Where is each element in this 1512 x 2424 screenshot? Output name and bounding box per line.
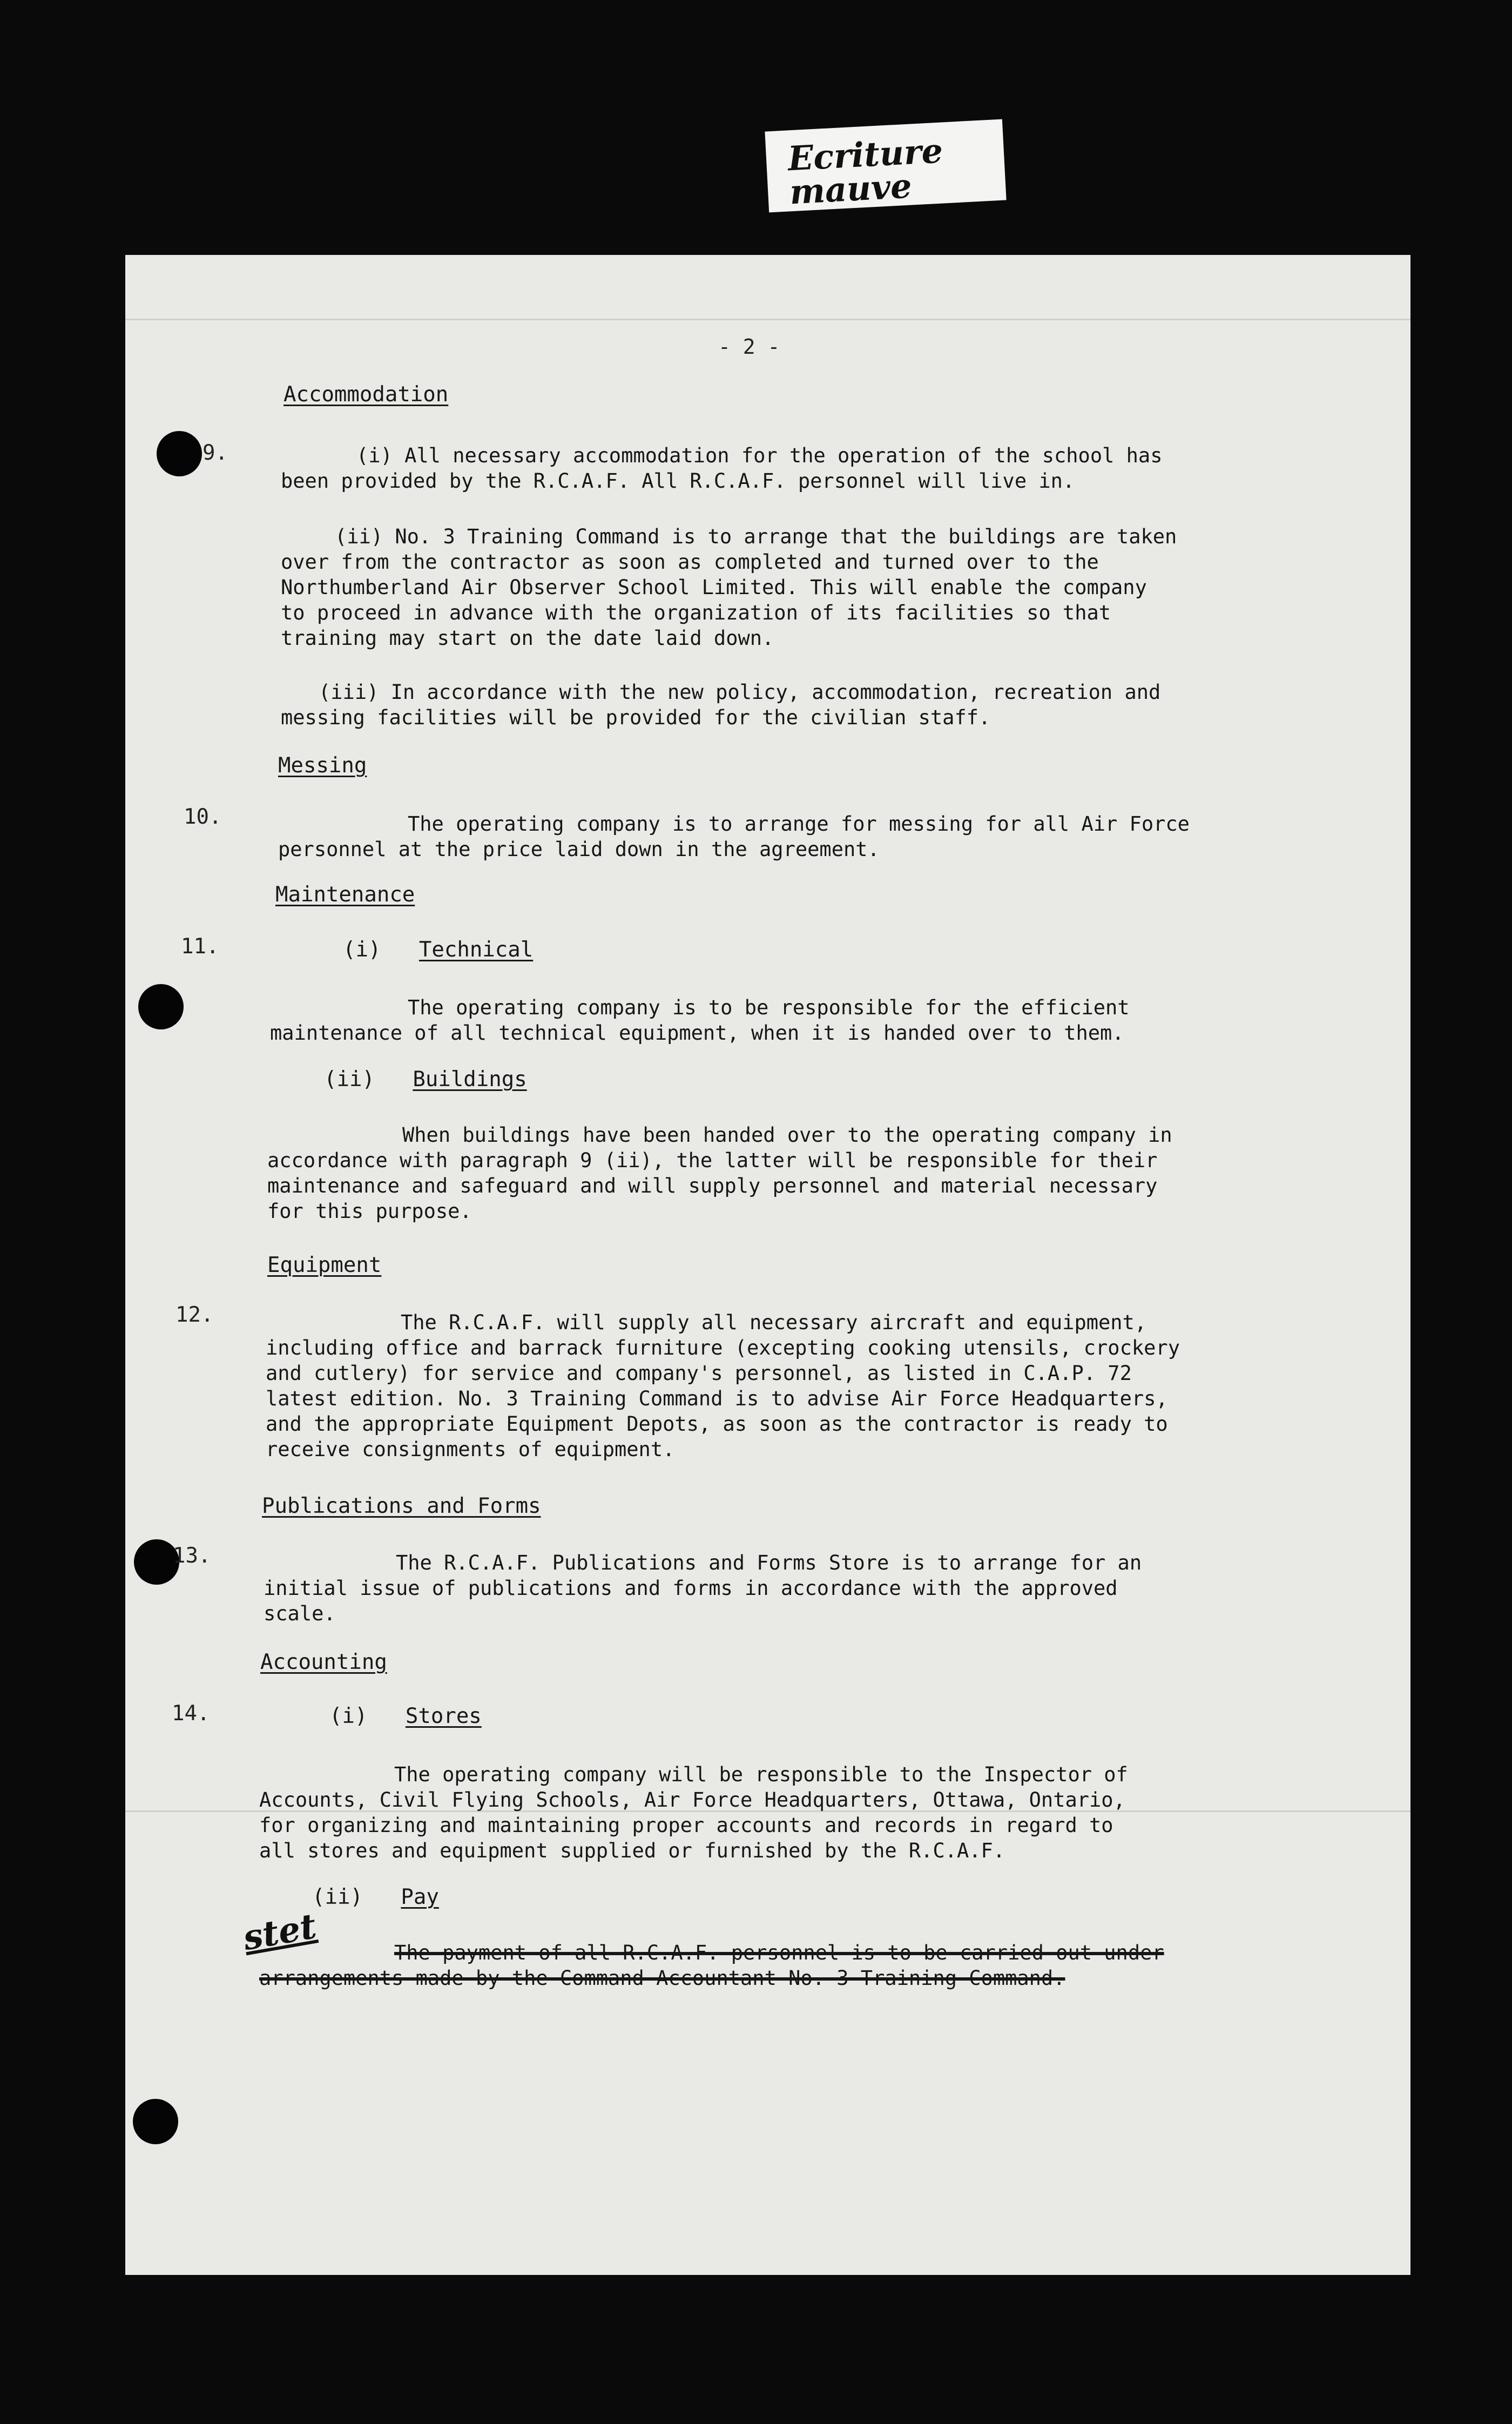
punch-hole [133, 2099, 178, 2144]
paragraph-10: The operating company is to arrange for messing for all Air Force personnel at the price laid down in the agreement. [278, 812, 1190, 861]
heading-maintenance: Maintenance [275, 883, 415, 907]
paragraph-number-10: 10. [184, 805, 222, 829]
tag-line-1: Ecriture [787, 131, 944, 179]
heading-accommodation: Accommodation [284, 382, 449, 407]
tag-line-2: mauve [788, 166, 913, 212]
paragraph-number-12: 12. [176, 1303, 214, 1327]
paragraph-9-i: (i) All necessary accommodation for the operation of the school has been provided by the R.C.A.F. All R.C.A.F. personnel will live in. [281, 444, 1163, 493]
paragraph-13: The R.C.A.F. Publications and Forms Store is to arrange for an initial issue of publications and forms in accordance with the approved scale. [264, 1551, 1142, 1625]
page-number: - 2 - [718, 335, 780, 359]
heading-equipment: Equipment [267, 1253, 382, 1277]
subheading-buildings: (ii) Buildings [324, 1067, 527, 1092]
paragraph-12: The R.C.A.F. will supply all necessary aircraft and equipment, including office and barrack furniture (excepting cooking utensils, crockery and cutlery) for service and company's personnel, as listed in C.A.P. 72 latest edition. No. 3 Training Command is to advise Air Force Headquarters, and the appropriate Equipment Depots, as soon as the contractor is ready to receive consignments of equipment. [266, 1311, 1180, 1461]
paragraph-number-13: 13. [173, 1544, 211, 1568]
heading-accounting: Accounting [260, 1650, 387, 1674]
paragraph-9-iii: (iii) In accordance with the new policy, accommodation, recreation and messing facilities will be provided for the civilian staff. [281, 681, 1161, 729]
paragraph-14-i: The operating company will be responsible to the Inspector of Accounts, Civil Flying Schools, Air Force Headquarters, Ottawa, Ontario, for organizing and maintaining proper accounts and records in regard to all stores and equipment supplied or furnished by the R.C.A.F. [259, 1763, 1128, 1862]
heading-publications-and-forms: Publications and Forms [262, 1494, 541, 1518]
handwritten-stet-annotation: stet [240, 1905, 320, 1959]
archive-label-tag [765, 119, 1006, 213]
paragraph-number-11: 11. [181, 934, 219, 959]
subheading-stores: (i) Stores [329, 1704, 482, 1728]
ruled-line [125, 319, 1410, 320]
punch-hole [157, 431, 202, 476]
paragraph-14-ii-struck: The payment of all R.C.A.F. personnel is to be carried out under arrangements made by the Command Accountant No. 3 Training Command. [259, 1941, 1164, 1990]
heading-messing: Messing [278, 753, 367, 778]
punch-hole [138, 984, 184, 1029]
paragraph-11-ii: When buildings have been handed over to the operating company in accordance with paragraph 9 (ii), the latter will be responsible for their maintenance and safeguard and will supply personnel and material necessary for this purpose. [267, 1123, 1172, 1223]
paragraph-number-14: 14. [172, 1701, 210, 1726]
paragraph-11-i: The operating company is to be responsible for the efficient maintenance of all technical equipment, when it is handed over to them. [270, 996, 1130, 1045]
subheading-technical: (i) Technical [343, 938, 534, 962]
paragraph-number-9: 9. [202, 441, 228, 465]
paragraph-9-ii: (ii) No. 3 Training Command is to arrange that the buildings are taken over from the contractor as soon as completed and turned over to the Northumberland Air Observer School Limited. This will enable the company to proceed in advance with the organization of its facilities so that training may start on the date laid down. [281, 525, 1177, 650]
subheading-pay: (ii) Pay [312, 1885, 439, 1909]
